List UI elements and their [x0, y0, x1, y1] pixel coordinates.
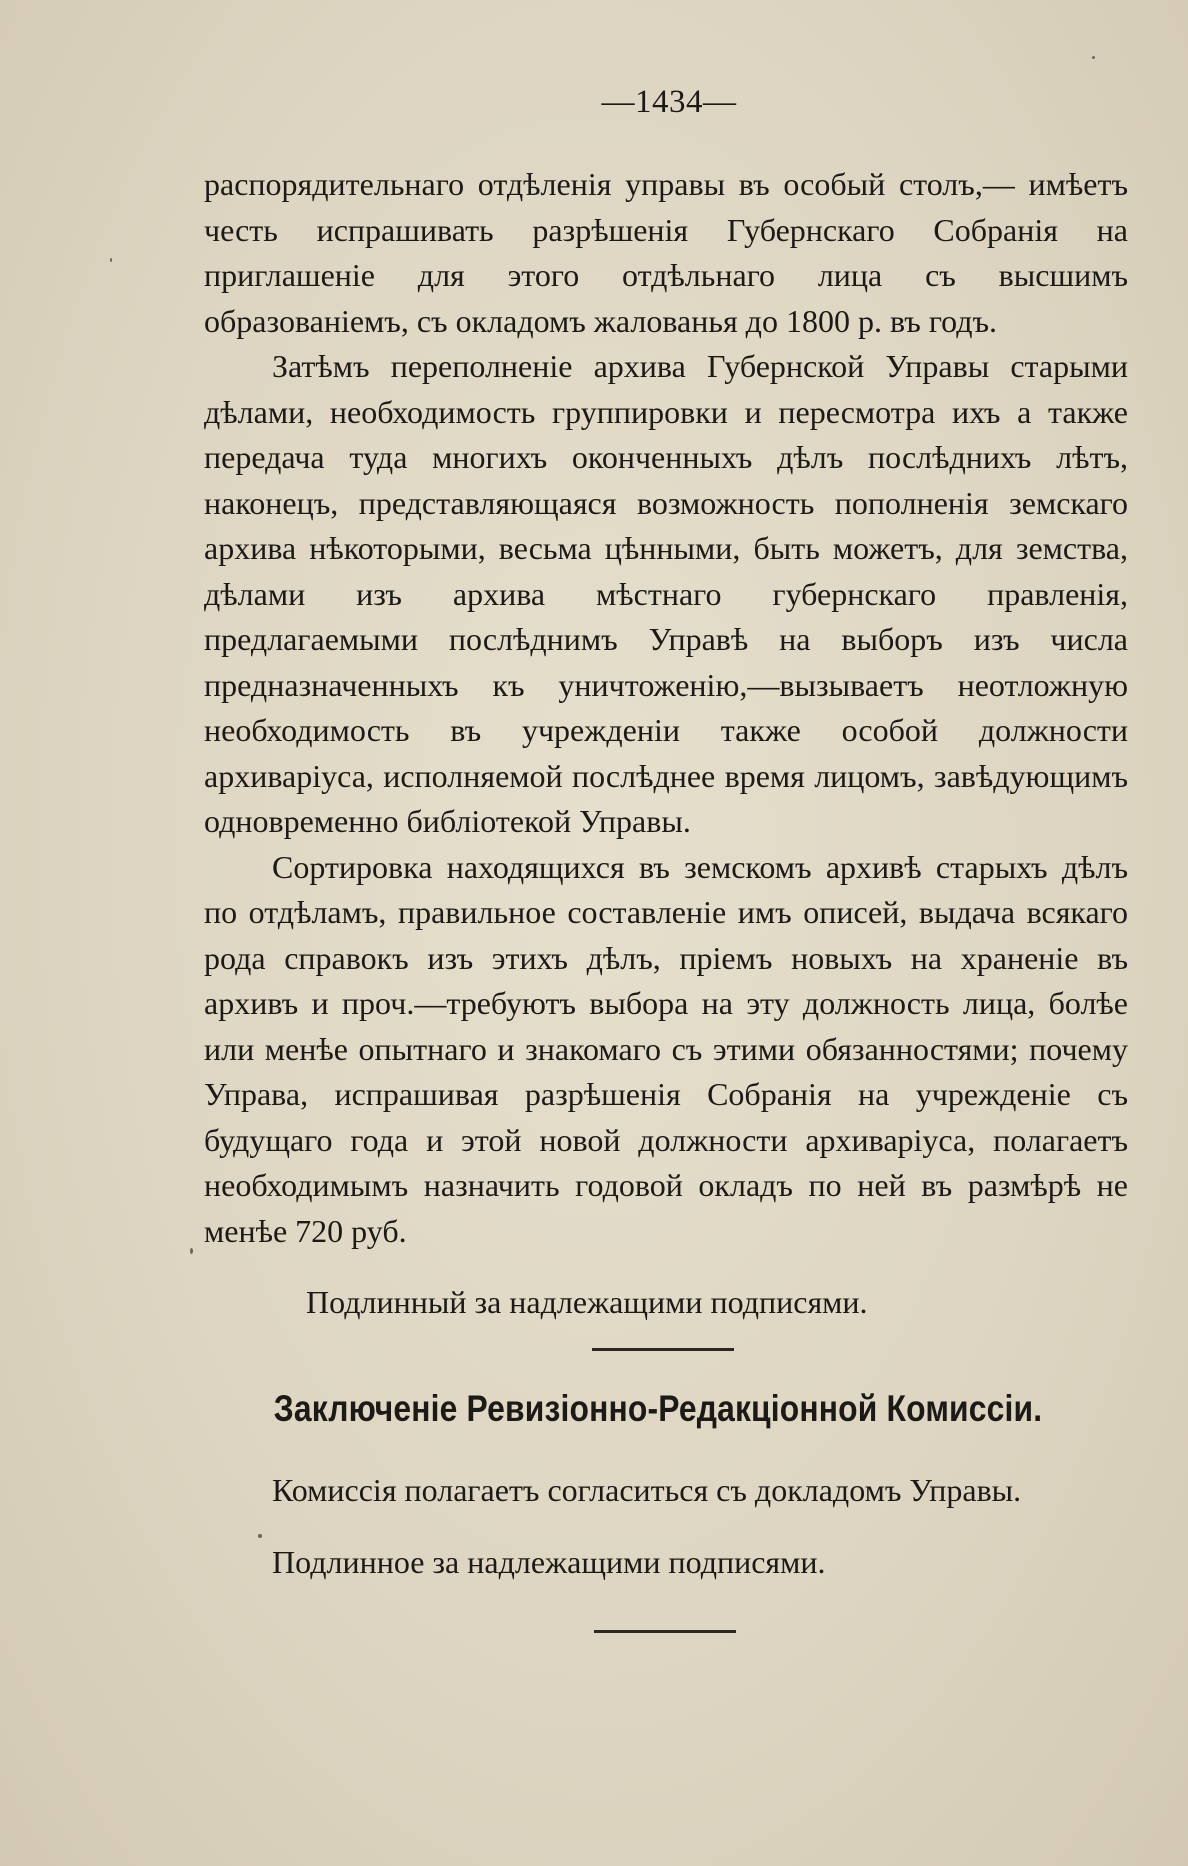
paper-speck [258, 1534, 262, 1538]
paragraph-3: Сортировка находящихся въ земскомъ архивѣ старыхъ дѣлъ по отдѣламъ, правильное составленіе имъ описей, выдача всякаго рода справокъ изъ этихъ дѣлъ, пріемъ новыхъ на храненіе въ архивъ и проч.—требуютъ выбора на эту должность лица, болѣе или менѣе опытнаго и знакомаго съ этими обязанностями; почему Управа, испрашивая разрѣшенія Собранія на учрежденіе съ будущаго года и этой новой должности архиваріуса, полагаетъ необходимымъ назначить годовой окладъ по ней въ размѣрѣ не менѣе 720 руб. [204, 848, 1128, 1249]
commission-conclusion: Комиссія полагаетъ согласиться съ докладомъ Управы. [272, 1472, 1022, 1508]
paragraph-1: распорядительнаго отдѣленія управы въ особый столъ,— имѣетъ честь испрашивать разрѣшенія Губернскаго Собранія на приглашеніе для этого отдѣльнаго лица съ высшимъ образованіемъ, съ окладомъ жалованья до 1800 р. въ годъ. [204, 166, 1128, 339]
commission-signature-note: Подлинное за надлежащими подписями. [272, 1544, 826, 1580]
paper-speck [1092, 56, 1095, 59]
page-number: —1434— [601, 84, 737, 120]
paper-speck [190, 1248, 193, 1254]
paragraph-2: Затѣмъ переполненіе архива Губернской Управы старыми дѣлами, необходимость группировки и пересмотра ихъ а также передача туда многихъ оконченныхъ дѣлъ послѣднихъ лѣтъ, наконецъ, представляющаяся возможность пополненія земскаго архива нѣкоторыми, весьма цѣнными, быть можетъ, для земства, дѣлами изъ архива мѣстнаго губернскаго правленія, предлагаемыми послѣднимъ Управѣ на выборъ изъ числа предназначенныхъ къ уничтоженію,—вызываетъ неотложную необходимость въ учрежденіи также особой должности архиваріуса, исполняемой послѣднее время лицомъ, завѣдующимъ одновременно библіотекой Управы. [204, 348, 1128, 839]
body-text [204, 162, 1128, 1254]
closing-rule [594, 1630, 736, 1633]
section-heading: Заключеніе Ревизіонно-Редакціонной Комиссіи. [273, 1388, 1043, 1429]
signature-note: Подлинный за надлежащими подписями. [306, 1284, 868, 1320]
paper-speck [110, 258, 112, 262]
separator-rule [592, 1348, 734, 1351]
